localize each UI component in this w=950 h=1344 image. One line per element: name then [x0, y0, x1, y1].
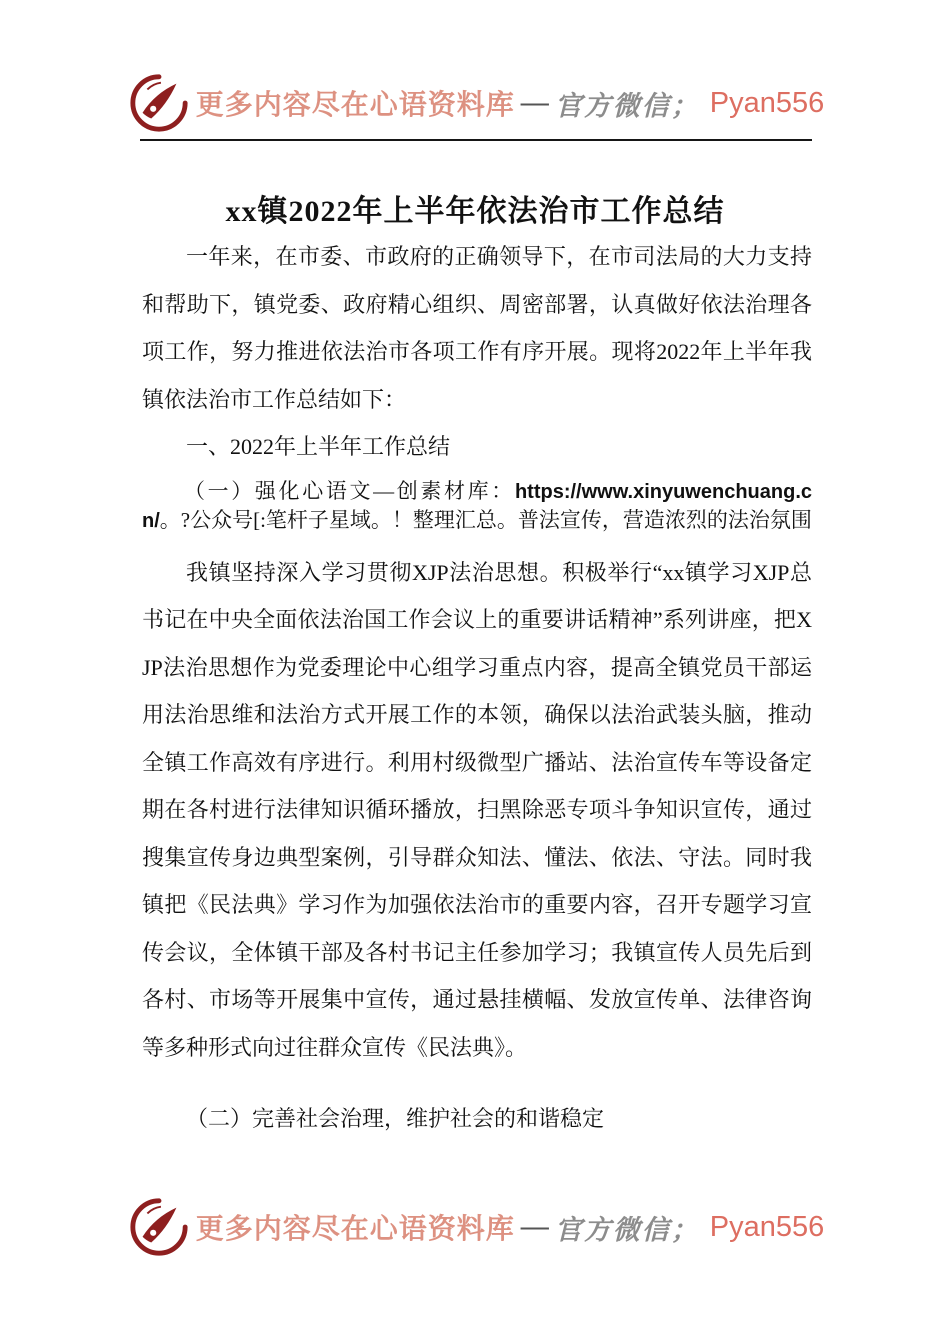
brand-wechat-id: Pyan556 — [709, 86, 825, 119]
brand-tagline: 更多内容尽在心语资料库 — [195, 1214, 515, 1245]
footer-brand — [140, 1196, 825, 1258]
brand-wechat-label: 官方微信； — [554, 1214, 700, 1245]
source-url-text: https://www.xinyuwenchuang.cn/ — [142, 480, 812, 532]
pen-swirl-logo-icon — [128, 72, 190, 134]
brand-dash: — — [520, 87, 549, 118]
header-brand — [140, 72, 825, 134]
pen-swirl-logo-icon — [128, 1196, 190, 1258]
brand-wechat-label: 官方微信； — [554, 90, 700, 121]
brand-wechat-id: Pyan556 — [709, 1210, 825, 1243]
page-title: xx镇2022年上半年依法治市工作总结 — [225, 195, 725, 229]
paragraph: 一年来，在市委、市政府的正确领导下，在市司法局的大力支持和帮助下，镇党委、政府精心组织、周密部署，认真做好依法治理各项工作，努力推进依法治市各项工作有序开展。现将2022年上半年我镇依法治市工作总结如下： — [142, 244, 812, 412]
header-divider — [140, 139, 812, 141]
paragraph: （二）完善社会治理，维护社会的和谐稳定 — [186, 1106, 605, 1131]
brand-dash: — — [520, 1211, 549, 1242]
paragraph — [142, 477, 812, 535]
text-segment: （一）强化心语文—创素材库： — [184, 478, 515, 503]
paragraph: 我镇坚持深入学习贯彻XJP法治思想。积极举行“xx镇学习XJP总书记在中央全面依法治国工作会议上的重要讲话精神”系列讲座，把XJP法治思想作为党委理论中心组学习重点内容，提高全镇党员干部运用法治思维和法治方式开展工作的本领，确保以法治武装头脑，推动全镇工作高效有序进行。利用村级微型广播站、法治宣传车等设备定期在各村进行法律知识循环播放，扫黑除恶专项斗争知识宣传，通过搜集宣传身边典型案例，引导群众知法、懂法、依法、守法。同时我镇把《民法典》学习作为加强依法治市的重要内容，召开专题学习宣传会议，全体镇干部及各村书记主任参加学习；我镇宣传人员先后到各村、市场等开展集中宣传，通过悬挂横幅、发放宣传单、法律咨询等多种形式向过往群众宣传《民法典》。 — [142, 559, 812, 1060]
brand-tagline: 更多内容尽在心语资料库 — [195, 90, 515, 121]
paragraph: 一、2022年上半年工作总结 — [186, 434, 451, 459]
text-segment: 。?公众号[:笔杆子星域。！整理汇总。普法宣传，营造浓烈的法治氛围 — [159, 507, 812, 532]
document-body — [142, 233, 812, 1143]
